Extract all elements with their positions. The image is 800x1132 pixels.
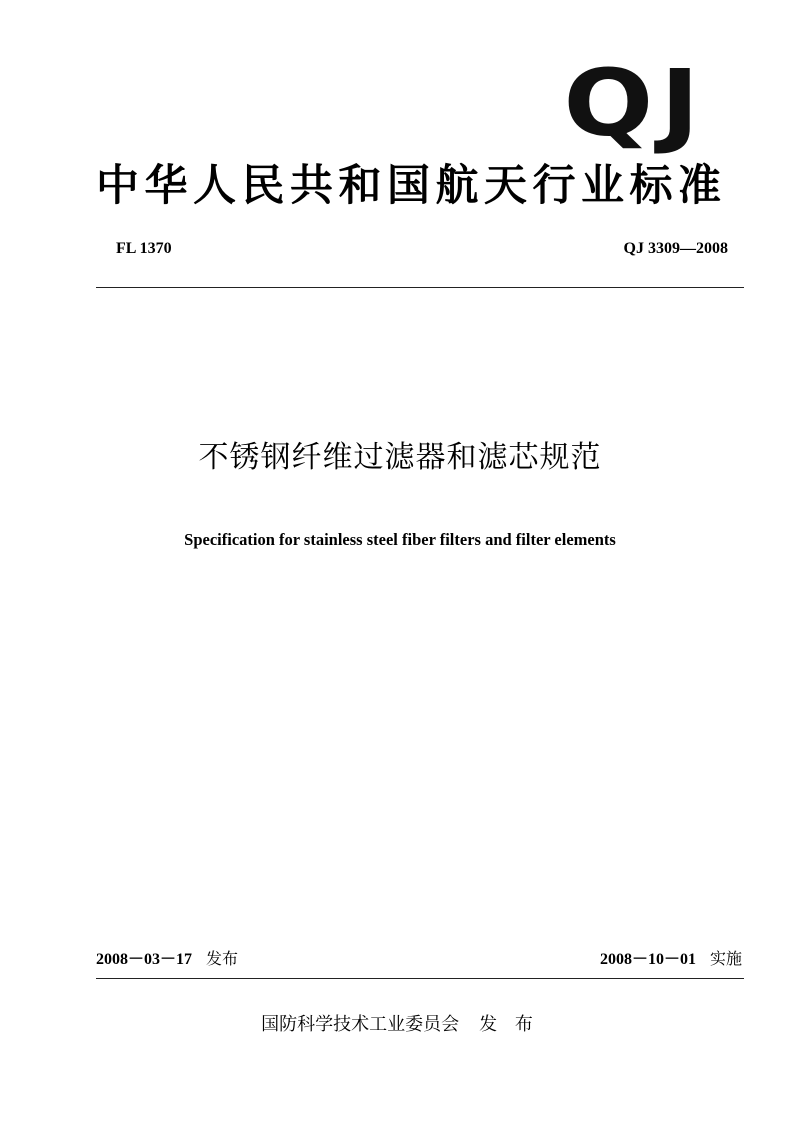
implement-label: 实施 xyxy=(709,949,742,968)
issue-date-block xyxy=(96,946,238,969)
standard-number: QJ 3309—2008 xyxy=(623,240,728,257)
issue-date: 2008－03－17 xyxy=(96,951,193,968)
issue-label: 发布 xyxy=(206,949,239,968)
implement-date-block xyxy=(600,946,742,969)
implement-date: 2008－10－01 xyxy=(599,951,696,968)
qj-logo: QJ xyxy=(562,50,706,157)
issuer-name: 国防科学技术工业委员会 xyxy=(261,1014,460,1035)
standard-category-title: 中华人民共和国航天行业标准 xyxy=(96,161,727,211)
document-title-english: Specification for stainless steel fiber filters and filter elements xyxy=(184,530,616,549)
issuer-label: 发 布 xyxy=(479,1014,539,1035)
classification-code: FL 1370 xyxy=(116,240,172,257)
document-title-chinese: 不锈钢纤维过滤器和滤芯规范 xyxy=(198,440,602,475)
issuer-block xyxy=(0,1010,800,1036)
bottom-divider xyxy=(96,978,744,979)
top-divider xyxy=(96,287,744,288)
